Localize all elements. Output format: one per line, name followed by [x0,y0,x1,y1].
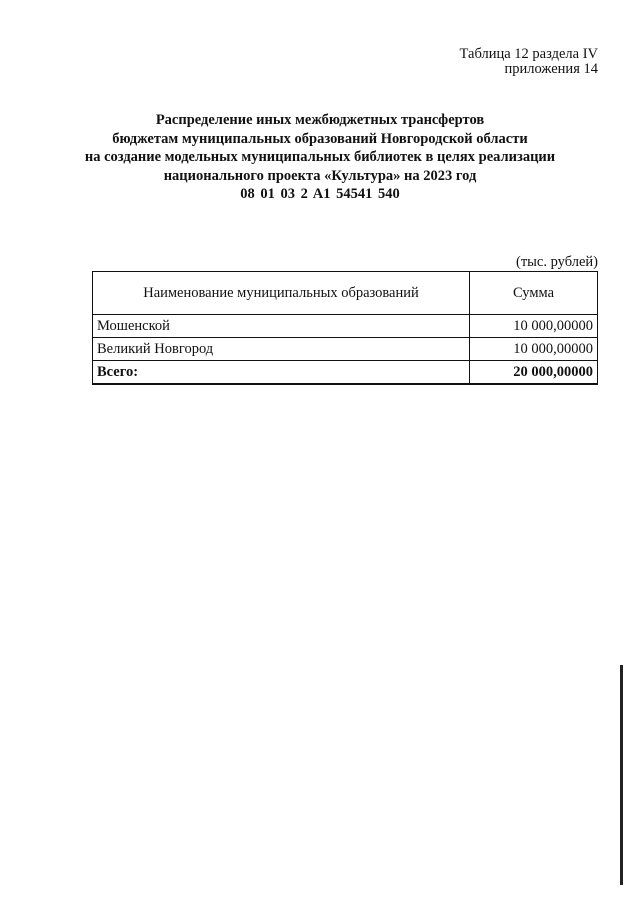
table-reference-line2: приложения 14 [504,61,598,77]
table-reference [460,47,598,77]
document-title [0,111,640,185]
total-row [93,361,598,385]
distribution-table [92,271,598,385]
header-municipality: Наименование муниципальных образований [93,272,470,315]
amount-cell: 10 000,00000 [470,338,598,361]
municipality-name: Великий Новгород [93,338,470,361]
amount-cell: 10 000,00000 [470,315,598,338]
scan-edge-line [620,665,623,885]
total-label: Всего: [93,361,470,385]
total-amount: 20 000,00000 [470,361,598,385]
municipality-name: Мошенской [93,315,470,338]
table-row [93,338,598,361]
table-row [93,315,598,338]
budget-code: 08 01 03 2 A1 54541 540 [240,186,400,202]
title-line1: Распределение иных межбюджетных трансфертов [155,112,485,128]
units-label: (тыс. рублей) [516,254,598,270]
table-header-row [93,272,598,315]
title-line4: национального проекта «Культура» на 2023 год [163,167,477,184]
title-line3: на создание модельных муниципальных библиотек в целях реализации [84,149,556,165]
header-sum: Сумма [470,272,598,315]
table-reference-line1: Таблица 12 раздела IV [459,46,598,62]
title-line2: бюджетам муниципальных образований Новгородской области [112,130,528,147]
